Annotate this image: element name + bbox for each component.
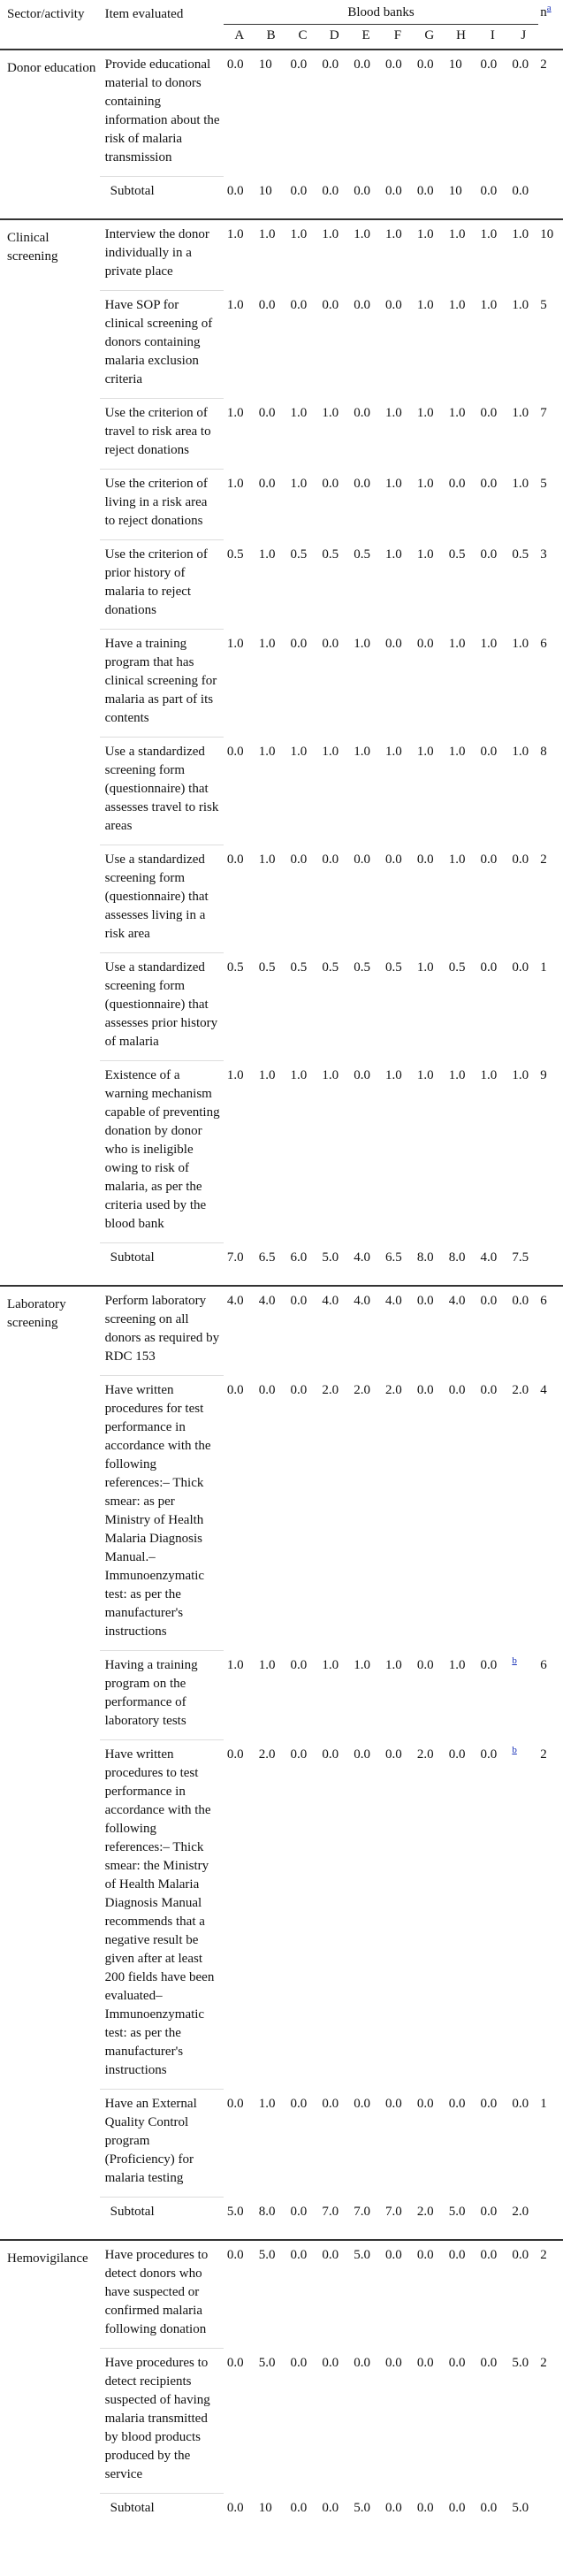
header-blood-banks: Blood banks xyxy=(224,0,538,25)
bank-value: 1.0 xyxy=(448,852,466,867)
subtotal-value: 0.0 xyxy=(226,183,244,198)
bank-value: 4.0 xyxy=(448,1294,466,1308)
bank-value: 1.0 xyxy=(354,227,370,241)
subtotal-value: 2.0 xyxy=(512,2204,529,2219)
bank-value: 1.0 xyxy=(290,744,308,759)
subtotal-n xyxy=(538,2494,563,2524)
bank-value: 0.0 xyxy=(226,2355,244,2370)
bank-value: 1.0 xyxy=(322,405,339,420)
bank-value: 0.5 xyxy=(226,959,244,975)
bank-header-d: D xyxy=(318,25,350,50)
table-row xyxy=(0,50,563,177)
bank-value: 0.5 xyxy=(290,547,308,562)
bank-value: 1.0 xyxy=(258,2096,276,2111)
bank-value: 0.0 xyxy=(416,2096,434,2111)
section-divider xyxy=(0,1273,563,1286)
bank-value: 0.0 xyxy=(322,2355,339,2370)
bank-value: 1.0 xyxy=(385,1067,402,1082)
bank-value: 0.0 xyxy=(416,852,434,867)
subtotal-label: Subtotal xyxy=(110,184,155,198)
bank-value: 1.0 xyxy=(416,744,434,759)
item-text: Use the criterion of travel to risk area to reject donations xyxy=(100,399,224,470)
bank-value: 0.0 xyxy=(226,1747,244,1762)
item-text: Having a training program on the performance of laboratory tests xyxy=(100,1651,224,1740)
subtotal-value: 6.5 xyxy=(258,1250,276,1265)
bank-value: 1.0 xyxy=(480,1067,498,1082)
divider-cell xyxy=(0,2227,563,2240)
n-value: 2 xyxy=(540,1747,547,1762)
item-text: Use a standardized screening form (questionnaire) that assesses travel to risk areas xyxy=(100,738,224,845)
bank-value: 0.0 xyxy=(226,2096,244,2111)
item-text: Use a standardized screening form (questionnaire) that assesses prior history of malaria xyxy=(100,953,224,1061)
bank-value: 0.0 xyxy=(226,852,244,867)
bank-value: 1.0 xyxy=(385,744,402,759)
bank-value: 4.0 xyxy=(385,1294,402,1308)
bank-value xyxy=(508,1651,538,1740)
bank-value: 0.0 xyxy=(416,636,434,651)
bank-value: 1.0 xyxy=(290,476,308,491)
bank-value: 1.0 xyxy=(448,744,466,759)
bank-value: 1.0 xyxy=(258,1067,276,1082)
bank-value: 1.0 xyxy=(258,547,276,562)
bank-value: 0.0 xyxy=(290,1294,308,1308)
bank-value: 0.0 xyxy=(480,1657,498,1672)
bank-value: 4.0 xyxy=(226,1294,244,1308)
subtotal-value: 8.0 xyxy=(258,2204,276,2219)
item-text: Have SOP for clinical screening of donors containing malaria exclusion criteria xyxy=(100,291,224,399)
bank-value: 0.0 xyxy=(354,2355,370,2370)
bank-value: 1.0 xyxy=(416,959,434,975)
table-row xyxy=(0,219,563,291)
subtotal-value: 4.0 xyxy=(354,1250,370,1265)
subtotal-label: Subtotal xyxy=(110,2205,155,2219)
bank-value: 1.0 xyxy=(480,227,498,241)
bank-value: 5.0 xyxy=(512,2355,529,2370)
bank-value: 0.0 xyxy=(385,1747,402,1762)
subtotal-value: 4.0 xyxy=(480,1250,498,1265)
subtotal-n xyxy=(538,2198,563,2228)
bank-value: 0.0 xyxy=(385,2096,402,2111)
n-value: 1 xyxy=(540,2096,547,2111)
bank-value: 1.0 xyxy=(226,1657,244,1672)
bank-value: 4.0 xyxy=(354,1294,370,1308)
item-text: Have written procedures to test performance in accordance with the following references:– Thick smear: the Ministry of Health Malaria Diagnosis Manual recommends that a negative result be given after at least 200 fields have been evaluated– Immunoenzymatic test: as per the manufacturer's instructions xyxy=(100,1740,224,2090)
bank-value: 0.0 xyxy=(226,1382,244,1397)
bank-value: 0.0 xyxy=(290,2096,308,2111)
bank-value: 0.0 xyxy=(512,2096,529,2111)
bank-value: 0.5 xyxy=(322,547,339,562)
subtotal-value: 5.0 xyxy=(226,2204,244,2219)
bank-value: 1.0 xyxy=(226,405,244,420)
bank-header-h: H xyxy=(445,25,477,50)
bank-value: 0.0 xyxy=(354,852,370,867)
bank-value: 10 xyxy=(258,57,272,72)
bank-value: 10 xyxy=(448,57,462,72)
subtotal-n xyxy=(538,177,563,207)
bank-value: 0.0 xyxy=(512,959,529,975)
bank-value: 1.0 xyxy=(385,547,402,562)
bank-value: 1.0 xyxy=(258,636,276,651)
subtotal-value: 8.0 xyxy=(448,1250,466,1265)
bank-value: 2.0 xyxy=(512,1382,529,1397)
table-header xyxy=(0,0,563,50)
item-text: Existence of a warning mechanism capable of preventing donation by donor who is ineligible owing to risk of malaria, as per the criteria used by the blood bank xyxy=(100,1061,224,1243)
subtotal-value: 0.0 xyxy=(416,2500,434,2515)
item-text: Use the criterion of living in a risk area to reject donations xyxy=(100,470,224,540)
subtotal-value: 0.0 xyxy=(480,183,498,198)
subtotal-value: 6.5 xyxy=(385,1250,402,1265)
footnote-link-a[interactable]: a xyxy=(546,3,552,13)
bank-value: 1.0 xyxy=(448,636,466,651)
bank-value: 0.5 xyxy=(385,959,402,975)
n-value: 2 xyxy=(540,2355,547,2370)
bank-value: 0.0 xyxy=(354,1747,370,1762)
bank-value: 0.0 xyxy=(354,2096,370,2111)
bank-value: 0.5 xyxy=(512,547,529,562)
bank-value: 0.0 xyxy=(480,57,498,72)
subtotal-value: 0.0 xyxy=(416,183,434,198)
bank-value: 1.0 xyxy=(290,227,308,241)
bank-value: 0.0 xyxy=(512,1294,529,1308)
bank-value: 4.0 xyxy=(258,1294,276,1308)
bank-value: 0.0 xyxy=(416,57,434,72)
bank-value: 1.0 xyxy=(322,744,339,759)
bank-value: 0.0 xyxy=(354,57,370,72)
bank-value: 0.0 xyxy=(385,57,402,72)
bank-value: 0.0 xyxy=(385,636,402,651)
bank-value: 1.0 xyxy=(258,744,276,759)
bank-value: 0.0 xyxy=(226,57,244,72)
bank-value: 1.0 xyxy=(385,405,402,420)
bank-value: 0.0 xyxy=(354,297,370,312)
bank-value: 1.0 xyxy=(448,1067,466,1082)
bank-value: 1.0 xyxy=(258,1657,276,1672)
bank-value: 0.0 xyxy=(448,2355,466,2370)
subtotal-value: 7.0 xyxy=(322,2204,339,2219)
bank-value: 0.0 xyxy=(258,476,276,491)
item-text: Use a standardized screening form (questionnaire) that assesses living in a risk area xyxy=(100,845,224,953)
subtotal-value: 0.0 xyxy=(385,2500,402,2515)
bank-value: 0.0 xyxy=(448,476,466,491)
bank-value: 0.0 xyxy=(480,2096,498,2111)
bank-value: 1.0 xyxy=(448,405,466,420)
item-text: Interview the donor individually in a private place xyxy=(100,219,224,291)
item-text: Have procedures to detect recipients suspected of having malaria transmitted by blood products produced by the service xyxy=(100,2349,224,2494)
subtotal-value: 0.0 xyxy=(354,183,370,198)
bank-value: 0.0 xyxy=(322,476,339,491)
bank-value: 0.5 xyxy=(354,547,370,562)
bank-value: 0.0 xyxy=(480,744,498,759)
bank-value: 5.0 xyxy=(354,2248,370,2262)
header-n: n$^a$ xyxy=(538,0,563,50)
n-value: 3 xyxy=(540,547,547,562)
bank-value: 0.0 xyxy=(416,1657,434,1672)
bank-value: 1.0 xyxy=(416,405,434,420)
bank-value: 0.0 xyxy=(385,852,402,867)
subtotal-value: 6.0 xyxy=(290,1250,308,1265)
bank-value: 0.0 xyxy=(290,1382,308,1397)
n-value: 8 xyxy=(540,744,547,759)
bank-value: 0.0 xyxy=(448,1382,466,1397)
bank-value: 0.0 xyxy=(480,1747,498,1762)
bank-value: 0.5 xyxy=(448,547,466,562)
bank-value: 1.0 xyxy=(385,227,402,241)
bank-value: 1.0 xyxy=(512,744,529,759)
n-value: 6 xyxy=(540,636,547,651)
bank-value: 0.0 xyxy=(480,1382,498,1397)
n-value: 6 xyxy=(540,1657,547,1672)
bank-value: 0.0 xyxy=(322,297,339,312)
subtotal-value: 7.0 xyxy=(385,2204,402,2219)
subtotal-value: 7.0 xyxy=(354,2204,370,2219)
bank-value: 0.0 xyxy=(448,2096,466,2111)
bank-value: 1.0 xyxy=(226,476,244,491)
bank-value: 1.0 xyxy=(480,636,498,651)
bank-value: 1.0 xyxy=(512,1067,529,1082)
bank-value: 1.0 xyxy=(512,476,529,491)
bank-value: 0.0 xyxy=(512,57,529,72)
subtotal-value: 10 xyxy=(258,2500,272,2515)
table-row xyxy=(0,2240,563,2349)
bank-value: 0.0 xyxy=(322,1747,339,1762)
bank-value: 1.0 xyxy=(416,476,434,491)
sector-label: Hemovigilance xyxy=(7,2251,88,2266)
bank-value: 0.0 xyxy=(290,636,308,651)
bank-value: 1.0 xyxy=(448,227,466,241)
item-text: Use the criterion of prior history of malaria to reject donations xyxy=(100,540,224,630)
n-value: 7 xyxy=(540,405,547,420)
item-text: Have a training program that has clinical screening for malaria as part of its contents xyxy=(100,630,224,738)
bank-value: 0.5 xyxy=(290,959,308,975)
n-value: 4 xyxy=(540,1382,547,1397)
bank-value: 1.0 xyxy=(322,1657,339,1672)
bank-value: 2.0 xyxy=(258,1747,276,1762)
bank-value: 1.0 xyxy=(512,227,529,241)
bank-value: 0.0 xyxy=(290,2355,308,2370)
bank-header-i: I xyxy=(477,25,509,50)
item-text: Have procedures to detect donors who have suspected or confirmed malaria following donation xyxy=(100,2240,224,2349)
bank-value: 0.0 xyxy=(258,1382,276,1397)
bank-value: 0.0 xyxy=(226,2248,244,2262)
subtotal-value: 0.0 xyxy=(448,2500,466,2515)
bank-value: 0.0 xyxy=(322,2248,339,2262)
bank-value: 1.0 xyxy=(322,227,339,241)
subtotal-value: 0.0 xyxy=(512,183,529,198)
bank-value: 2.0 xyxy=(322,1382,339,1397)
header-sector: Sector/activity xyxy=(0,0,100,50)
subtotal-value: 5.0 xyxy=(512,2500,529,2515)
bank-value: 0.5 xyxy=(322,959,339,975)
bank-header-g: G xyxy=(414,25,445,50)
bank-value: 0.0 xyxy=(480,959,498,975)
sector-label: Laboratory screening xyxy=(7,1297,66,1330)
bank-value: 1.0 xyxy=(512,297,529,312)
bank-header-j: J xyxy=(508,25,538,50)
section-divider xyxy=(0,2227,563,2240)
bank-value: 1.0 xyxy=(480,297,498,312)
bank-value: 1.0 xyxy=(448,297,466,312)
subtotal-value: 0.0 xyxy=(480,2204,498,2219)
bank-value: 1.0 xyxy=(226,1067,244,1082)
subtotal-value: 2.0 xyxy=(416,2204,434,2219)
bank-value: 4.0 xyxy=(322,1294,339,1308)
table-row xyxy=(0,1286,563,1376)
bank-value: 1.0 xyxy=(354,636,370,651)
bank-value: 0.0 xyxy=(480,1294,498,1308)
bank-value: 0.0 xyxy=(480,547,498,562)
bank-value: 0.0 xyxy=(512,2248,529,2262)
subtotal-value: 0.0 xyxy=(290,183,308,198)
bank-value: 1.0 xyxy=(290,1067,308,1082)
subtotal-value: 7.0 xyxy=(226,1250,244,1265)
bank-value: 0.0 xyxy=(258,297,276,312)
bank-header-f: F xyxy=(382,25,414,50)
sector-label: Clinical screening xyxy=(7,231,58,264)
bank-value: 1.0 xyxy=(512,405,529,420)
bank-value: 0.0 xyxy=(290,1657,308,1672)
bank-value: 1.0 xyxy=(258,852,276,867)
subtotal-value: 5.0 xyxy=(322,1250,339,1265)
item-text: Perform laboratory screening on all donors as required by RDC 153 xyxy=(100,1286,224,1376)
bank-value: 1.0 xyxy=(385,1657,402,1672)
bank-value: 1.0 xyxy=(258,227,276,241)
bank-value: 0.0 xyxy=(385,2355,402,2370)
item-text: Provide educational material to donors containing information about the risk of malaria transmission xyxy=(100,50,224,177)
bank-value: 0.0 xyxy=(448,2248,466,2262)
n-value: 6 xyxy=(540,1294,547,1308)
n-value: 9 xyxy=(540,1067,547,1082)
bank-value: 0.0 xyxy=(290,297,308,312)
bank-value: 0.0 xyxy=(416,2248,434,2262)
n-value: 10 xyxy=(540,227,554,241)
subtotal-n xyxy=(538,1243,563,1273)
bank-value: 2.0 xyxy=(354,1382,370,1397)
subtotal-value: 7.5 xyxy=(512,1250,529,1265)
footnote-link-b[interactable]: b xyxy=(512,1655,517,1666)
subtotal-value: 0.0 xyxy=(385,183,402,198)
bank-value: 0.0 xyxy=(354,1067,370,1082)
bank-value: 0.0 xyxy=(416,1294,434,1308)
bank-value: 0.0 xyxy=(480,405,498,420)
bank-value: 1.0 xyxy=(354,1657,370,1672)
subtotal-label: Subtotal xyxy=(110,1250,155,1265)
subtotal-value: 5.0 xyxy=(354,2500,370,2515)
bank-value: 0.0 xyxy=(354,476,370,491)
bank-value: 2.0 xyxy=(416,1747,434,1762)
bank-value: 0.0 xyxy=(385,297,402,312)
subtotal-value: 5.0 xyxy=(448,2204,466,2219)
table-body xyxy=(0,50,563,2523)
bank-value: 0.0 xyxy=(290,2248,308,2262)
bank-value: 0.0 xyxy=(322,852,339,867)
subtotal-value: 0.0 xyxy=(480,2500,498,2515)
bank-value: 0.0 xyxy=(226,744,244,759)
subtotal-label: Subtotal xyxy=(110,2501,155,2515)
bank-value: 1.0 xyxy=(354,744,370,759)
n-value: 1 xyxy=(540,959,547,975)
bank-value: 1.0 xyxy=(385,476,402,491)
bank-value: 0.5 xyxy=(354,959,370,975)
bank-value: 0.0 xyxy=(480,2248,498,2262)
bank-value: 0.0 xyxy=(258,405,276,420)
n-value: 5 xyxy=(540,297,547,312)
n-value: 5 xyxy=(540,476,547,491)
bank-value: 0.0 xyxy=(290,852,308,867)
bank-value: 1.0 xyxy=(512,636,529,651)
item-text: Have an External Quality Control program (Proficiency) for malaria testing xyxy=(100,2090,224,2198)
bank-value: 1.0 xyxy=(290,405,308,420)
section-divider xyxy=(0,206,563,219)
bank-header-b: B xyxy=(255,25,287,50)
bank-value: 0.0 xyxy=(322,2096,339,2111)
bank-value: 0.0 xyxy=(512,852,529,867)
bank-value: 1.0 xyxy=(226,636,244,651)
bank-value: 1.0 xyxy=(226,297,244,312)
bank-header-a: A xyxy=(224,25,255,50)
header-item: Item evaluated xyxy=(100,0,224,50)
subtotal-value: 0.0 xyxy=(290,2204,308,2219)
bank-value: 0.0 xyxy=(448,1747,466,1762)
bank-value: 0.0 xyxy=(290,57,308,72)
bank-value: 0.5 xyxy=(226,547,244,562)
bank-value: 0.0 xyxy=(480,2355,498,2370)
bank-value: 0.0 xyxy=(416,1382,434,1397)
bank-value xyxy=(508,1740,538,2090)
subtotal-value: 0.0 xyxy=(290,2500,308,2515)
bank-value: 1.0 xyxy=(416,1067,434,1082)
bank-value: 0.5 xyxy=(258,959,276,975)
bank-value: 0.0 xyxy=(322,636,339,651)
bank-header-c: C xyxy=(287,25,319,50)
item-text: Have written procedures for test performance in accordance with the following references:– Thick smear: as per Ministry of Health Malaria Diagnosis Manual.– Immunoenzymatic test: as per the manufacturer's instructions xyxy=(100,1376,224,1651)
subtotal-value: 10 xyxy=(448,183,462,198)
bank-value: 5.0 xyxy=(258,2248,276,2262)
bank-header-e: E xyxy=(350,25,382,50)
bank-value: 5.0 xyxy=(258,2355,276,2370)
divider-cell xyxy=(0,1273,563,1286)
bank-value: 0.0 xyxy=(354,405,370,420)
divider-cell xyxy=(0,206,563,219)
bank-value: 0.5 xyxy=(448,959,466,975)
bank-value: 0.0 xyxy=(322,57,339,72)
bank-value: 1.0 xyxy=(322,1067,339,1082)
bank-value: 0.0 xyxy=(385,2248,402,2262)
bank-value: 0.0 xyxy=(290,1747,308,1762)
subtotal-value: 10 xyxy=(258,183,272,198)
n-value: 2 xyxy=(540,57,547,72)
bank-value: 1.0 xyxy=(448,1657,466,1672)
bank-value: 0.0 xyxy=(480,476,498,491)
subtotal-value: 8.0 xyxy=(416,1250,434,1265)
bank-value: 1.0 xyxy=(226,227,244,241)
bank-value: 1.0 xyxy=(416,297,434,312)
subtotal-value: 0.0 xyxy=(322,183,339,198)
bank-value: 0.0 xyxy=(416,2355,434,2370)
n-value: 2 xyxy=(540,2248,547,2262)
bank-value: 1.0 xyxy=(416,227,434,241)
subtotal-value: 0.0 xyxy=(226,2500,244,2515)
subtotal-value: 0.0 xyxy=(322,2500,339,2515)
bank-value: 1.0 xyxy=(416,547,434,562)
footnote-link-b[interactable]: b xyxy=(512,1744,517,1755)
sector-label: Donor education xyxy=(7,61,96,75)
bank-value: 0.0 xyxy=(480,852,498,867)
bank-value: 2.0 xyxy=(385,1382,402,1397)
n-value: 2 xyxy=(540,852,547,867)
